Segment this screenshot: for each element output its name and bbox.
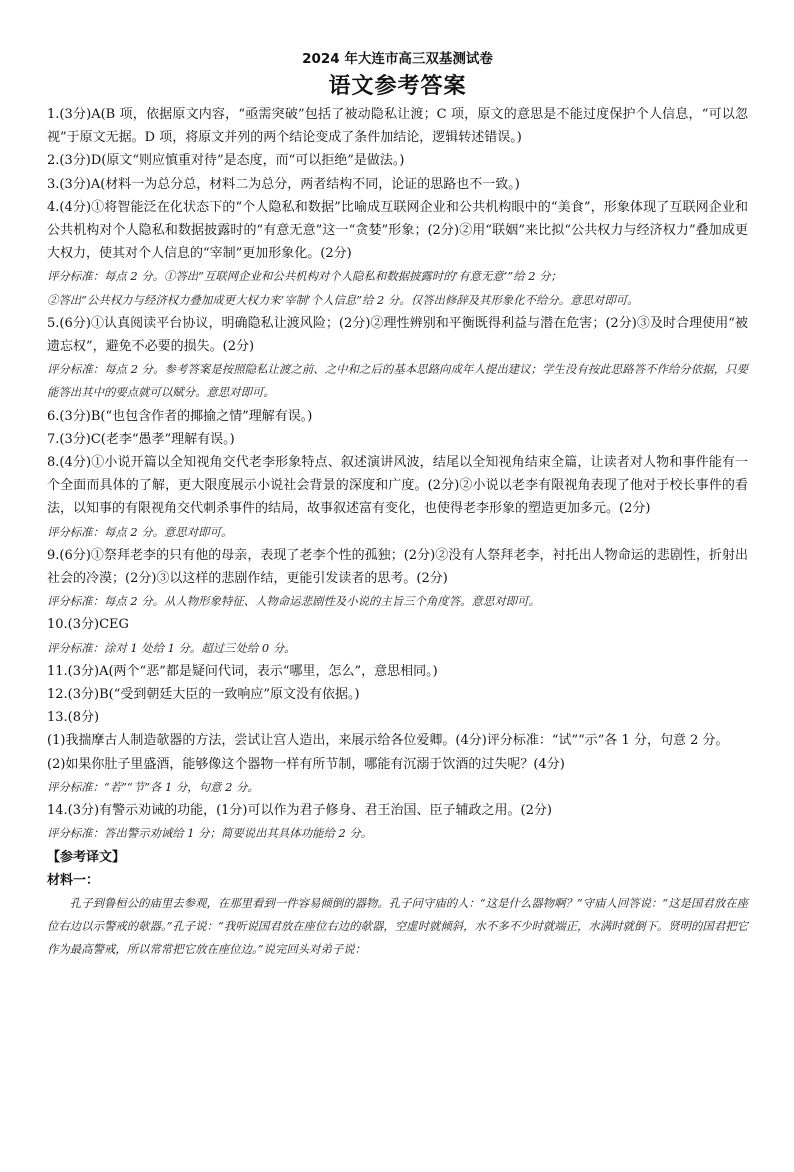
answer-item: 2.(3分)D(原文“则应慎重对待”是态度，而“可以拒绝”是做法。) — [47, 153, 405, 169]
answer-key-title: 语文参考答案 — [328, 74, 467, 99]
answer-item: (2)如果你肚子里盛酒，能够像这个器物一样有所节制，哪能有沉溺于饮酒的过失呢？(4分) — [47, 756, 565, 772]
translation-paragraph: 孔子到鲁桓公的庙里去参观，在那里看到一件容易倾倒的器物。孔子问守庙的人：“这是什么器物啊？”守庙人回答说：“这是国君放在座位右边以示警戒的欹器。”孔子说：“我听说国君放在座位右边的欹器，空虚时就倾斜，水不多不少时就端正，水满时就倒下。贤明的国君把它作为最高警戒，所以常常把它放在座位边。”说完回头对弟子说： — [47, 895, 748, 957]
answer-item: 1.(3分)A(B 项，依据原文内容，“亟需突破”包括了被动隐私让渡；C 项，原文的意思是不能过度保护个人信息，“可以忽视”于原文无据。D 项，将原文并列的两个结论变成了条件加结论，逻辑转述错误。) — [47, 107, 748, 146]
translation-section — [47, 846, 748, 962]
exam-title: 2024 年大连市高三双基测试卷 — [302, 51, 493, 67]
answer-item: 6.(3分)B(“也包含作者的揶揄之情”理解有误。) — [47, 408, 313, 424]
answer-sheet-page — [0, 49, 794, 1172]
scoring-criteria: 评分标准：“若”“节”各 1 分，句意 2 分。 — [47, 779, 259, 794]
scoring-criteria: 评分标准：答出警示劝诫给 1 分；简要说出其具体功能给 2 分。 — [47, 826, 373, 841]
material-label: 材料一： — [47, 872, 100, 888]
scoring-criteria: 评分标准：每点 2 分。从人物形象特征、人物命运悲剧性及小说的主旨三个角度答。意思对即可。 — [47, 594, 540, 609]
scoring-criteria: 评分标准：每点 2 分。意思对即可。 — [47, 524, 233, 539]
answer-item: 7.(3分)C(老李“愚孝”理解有误。) — [47, 431, 235, 447]
answer-item: 4.(4分)①将智能泛在化状态下的“个人隐私和数据”比喻成互联网企业和公共机构眼中的“美食”，形象体现了互联网企业和公共机构对个人隐私和数据披露时的“有意无意”这一“贪婪”形象；(2分)②用“联姻”来比拟“公共权力与经济权力”叠加成更大权力，使其对个人信息的“宰制”更加形象化。(2分) — [47, 199, 748, 262]
answer-item: (1)我揣摩古人制造欹器的方法，尝试让宫人造出，来展示给各位爱卿。(4分)评分标准：“试”“示”各 1 分，句意 2 分。 — [47, 733, 729, 749]
scoring-criteria: 评分标准：每点 2 分。参考答案是按照隐私让渡之前、之中和之后的基本思路向成年人提出建议；学生没有按此思路答不作给分依据，只要能答出其中的要点就可以赋分。意思对即可。 — [47, 362, 748, 400]
scoring-criteria: 评分标准：每点 2 分。①答出“互联网企业和公共机构对个人隐私和数据披露时的‘有意无意’”给 2 分； — [47, 269, 562, 284]
answer-item: 3.(3分)A(材料一为总分总，材料二为总分，两者结构不同，论证的思路也不一致。) — [47, 176, 520, 192]
answer-item: 11.(3分)A(两个“恶”都是疑问代词，表示“哪里，怎么”，意思相同。) — [47, 663, 438, 679]
answer-item: 8.(4分)①小说开篇以全知视角交代老李形象特点、叙述演讲风波，结尾以全知视角结束全篇，让读者对人物和事件能有一个全面而具体的了解，更大限度展示小说社会背景的深度和广度。(2分)②小说以老李有限视角表现了他对于校长事件的看法，以知事的有限视角交代刺杀事件的结局，故事叙述富有变化，也使得老李形象的塑造更加多元。(2分) — [47, 455, 748, 517]
answer-list — [47, 103, 748, 846]
answer-item: 10.(3分)CEG — [47, 617, 129, 633]
answer-item: 13.(8分) — [47, 710, 100, 726]
answer-item: 12.(3分)B(“受到朝廷大臣的一致响应”原文没有依据。) — [47, 687, 360, 703]
scoring-criteria: ②答出“公共权力与经济权力叠加成更大权力来‘宰制’个人信息”给 2 分。仅答出修辞及其形象化不给分。意思对即可。 — [47, 292, 639, 307]
answer-item: 9.(6分)①祭拜老李的只有他的母亲，表现了老李个性的孤独；(2分)②没有人祭拜老李，衬托出人物命运的悲剧性，折射出社会的冷漠；(2分)③以这样的悲剧作结，更能引发读者的思考。(2分) — [47, 547, 748, 587]
translation-heading: 【参考译文】 — [47, 849, 126, 865]
answer-item: 14.(3分)有警示劝诫的功能，(1分)可以作为君子修身、君王治国、臣子辅政之用。(2分) — [47, 803, 552, 819]
scoring-criteria: 评分标准：涂对 1 处给 1 分。超过三处给 0 分。 — [47, 640, 296, 655]
answer-item: 5.(6分)①认真阅读平台协议，明确隐私让渡风险；(2分)②理性辨别和平衡既得利益与潜在危害；(2分)③及时合理使用“被遗忘权”，避免不必要的损失。(2分) — [47, 315, 748, 355]
